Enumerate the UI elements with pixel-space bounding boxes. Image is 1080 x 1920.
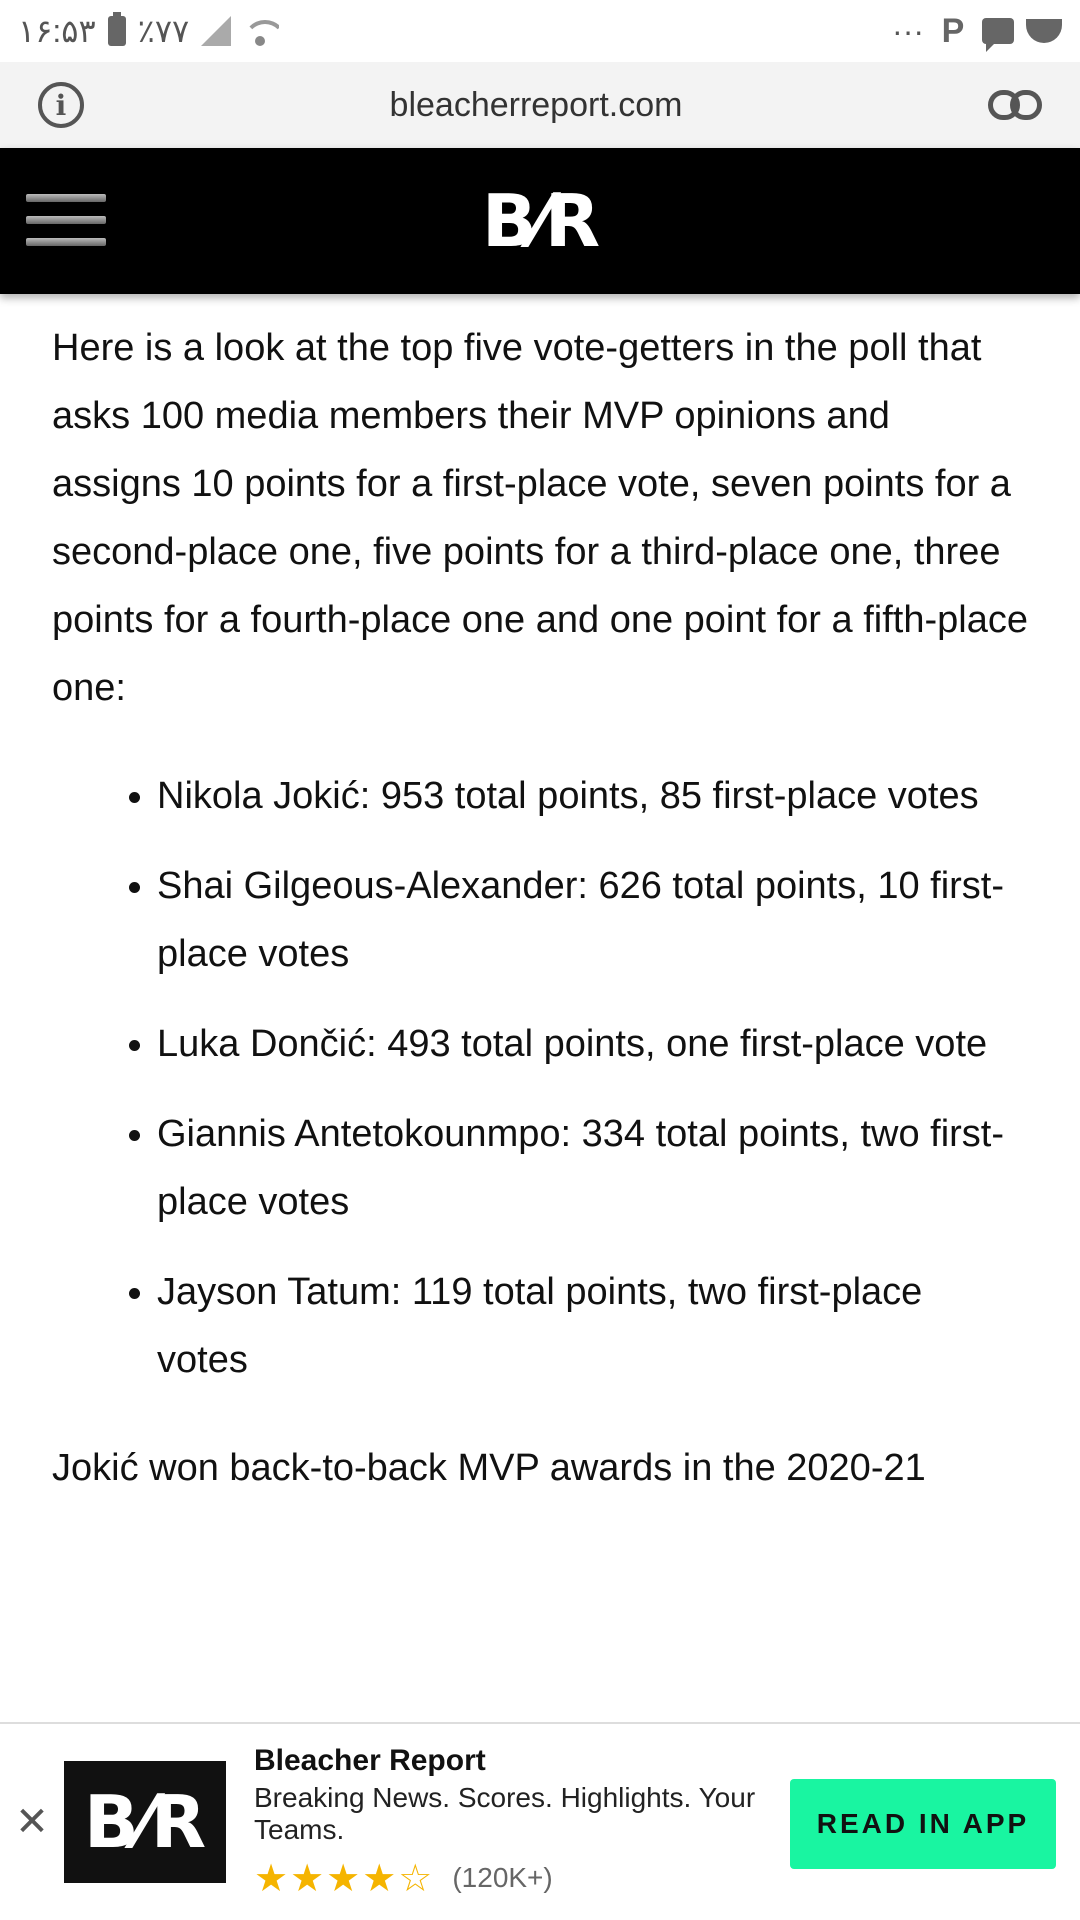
clock: ۱۶:۵۳ xyxy=(18,13,96,49)
battery-icon xyxy=(108,16,126,46)
close-icon[interactable]: ✕ xyxy=(15,1800,49,1844)
notification-app-icon: P xyxy=(941,11,965,50)
app-info xyxy=(254,1744,774,1901)
br-logo[interactable]: B⁄R xyxy=(481,179,599,263)
article-paragraph: Here is a look at the top five vote-getters in the poll that asks 100 media members their MVP opinions and assigns 10 points for a first-place vote, seven points for a second-place one, five points for a third-place one, three points for a fourth-place one and one point for a fifth-place one: xyxy=(52,327,1028,709)
list-item: Jayson Tatum: 119 total points, two first-place votes xyxy=(157,1258,1028,1394)
status-left xyxy=(18,12,279,50)
overflow-dots-icon: ··· xyxy=(892,12,924,49)
battery-percent: ٪۷۷ xyxy=(137,13,190,49)
app-logo: B⁄R xyxy=(64,1761,226,1883)
list-item: Luka Dončić: 493 total points, one first-place vote xyxy=(157,1010,1028,1078)
browser-url-bar[interactable] xyxy=(0,62,1080,148)
app-tagline: Breaking News. Scores. Highlights. Your Teams. xyxy=(254,1781,756,1845)
url-text[interactable]: bleacherreport.com xyxy=(389,85,683,124)
article-body xyxy=(0,250,1080,1725)
list-item: Nikola Jokić: 953 total points, 85 first-place votes xyxy=(157,762,1028,830)
hamburger-menu-icon[interactable] xyxy=(26,194,106,246)
info-icon[interactable]: i xyxy=(38,82,84,128)
rating-count: (120K+) xyxy=(452,1862,553,1893)
chat-notification-icon xyxy=(982,18,1014,44)
list-item: Shai Gilgeous-Alexander: 626 total points, 10 first-place votes xyxy=(157,852,1028,988)
notification-icon xyxy=(1026,19,1062,43)
rating-row xyxy=(254,1856,774,1901)
status-right xyxy=(892,13,1062,50)
mvp-vote-list xyxy=(52,762,1028,1394)
wifi-icon xyxy=(243,16,279,46)
list-item: Giannis Antetokounmpo: 334 total points, two first-place votes xyxy=(157,1100,1028,1236)
article-paragraph: Jokić won back-to-back MVP awards in the 2020-21 xyxy=(52,1447,926,1489)
link-icon[interactable] xyxy=(988,90,1042,120)
site-header xyxy=(0,148,1080,294)
cell-signal-icon xyxy=(201,16,231,46)
star-rating-icon: ★★★★☆ xyxy=(254,1857,435,1900)
status-bar xyxy=(0,0,1080,62)
app-name: Bleacher Report xyxy=(254,1743,486,1777)
read-in-app-button[interactable]: READ IN APP xyxy=(790,1779,1056,1869)
app-install-banner xyxy=(0,1722,1080,1920)
